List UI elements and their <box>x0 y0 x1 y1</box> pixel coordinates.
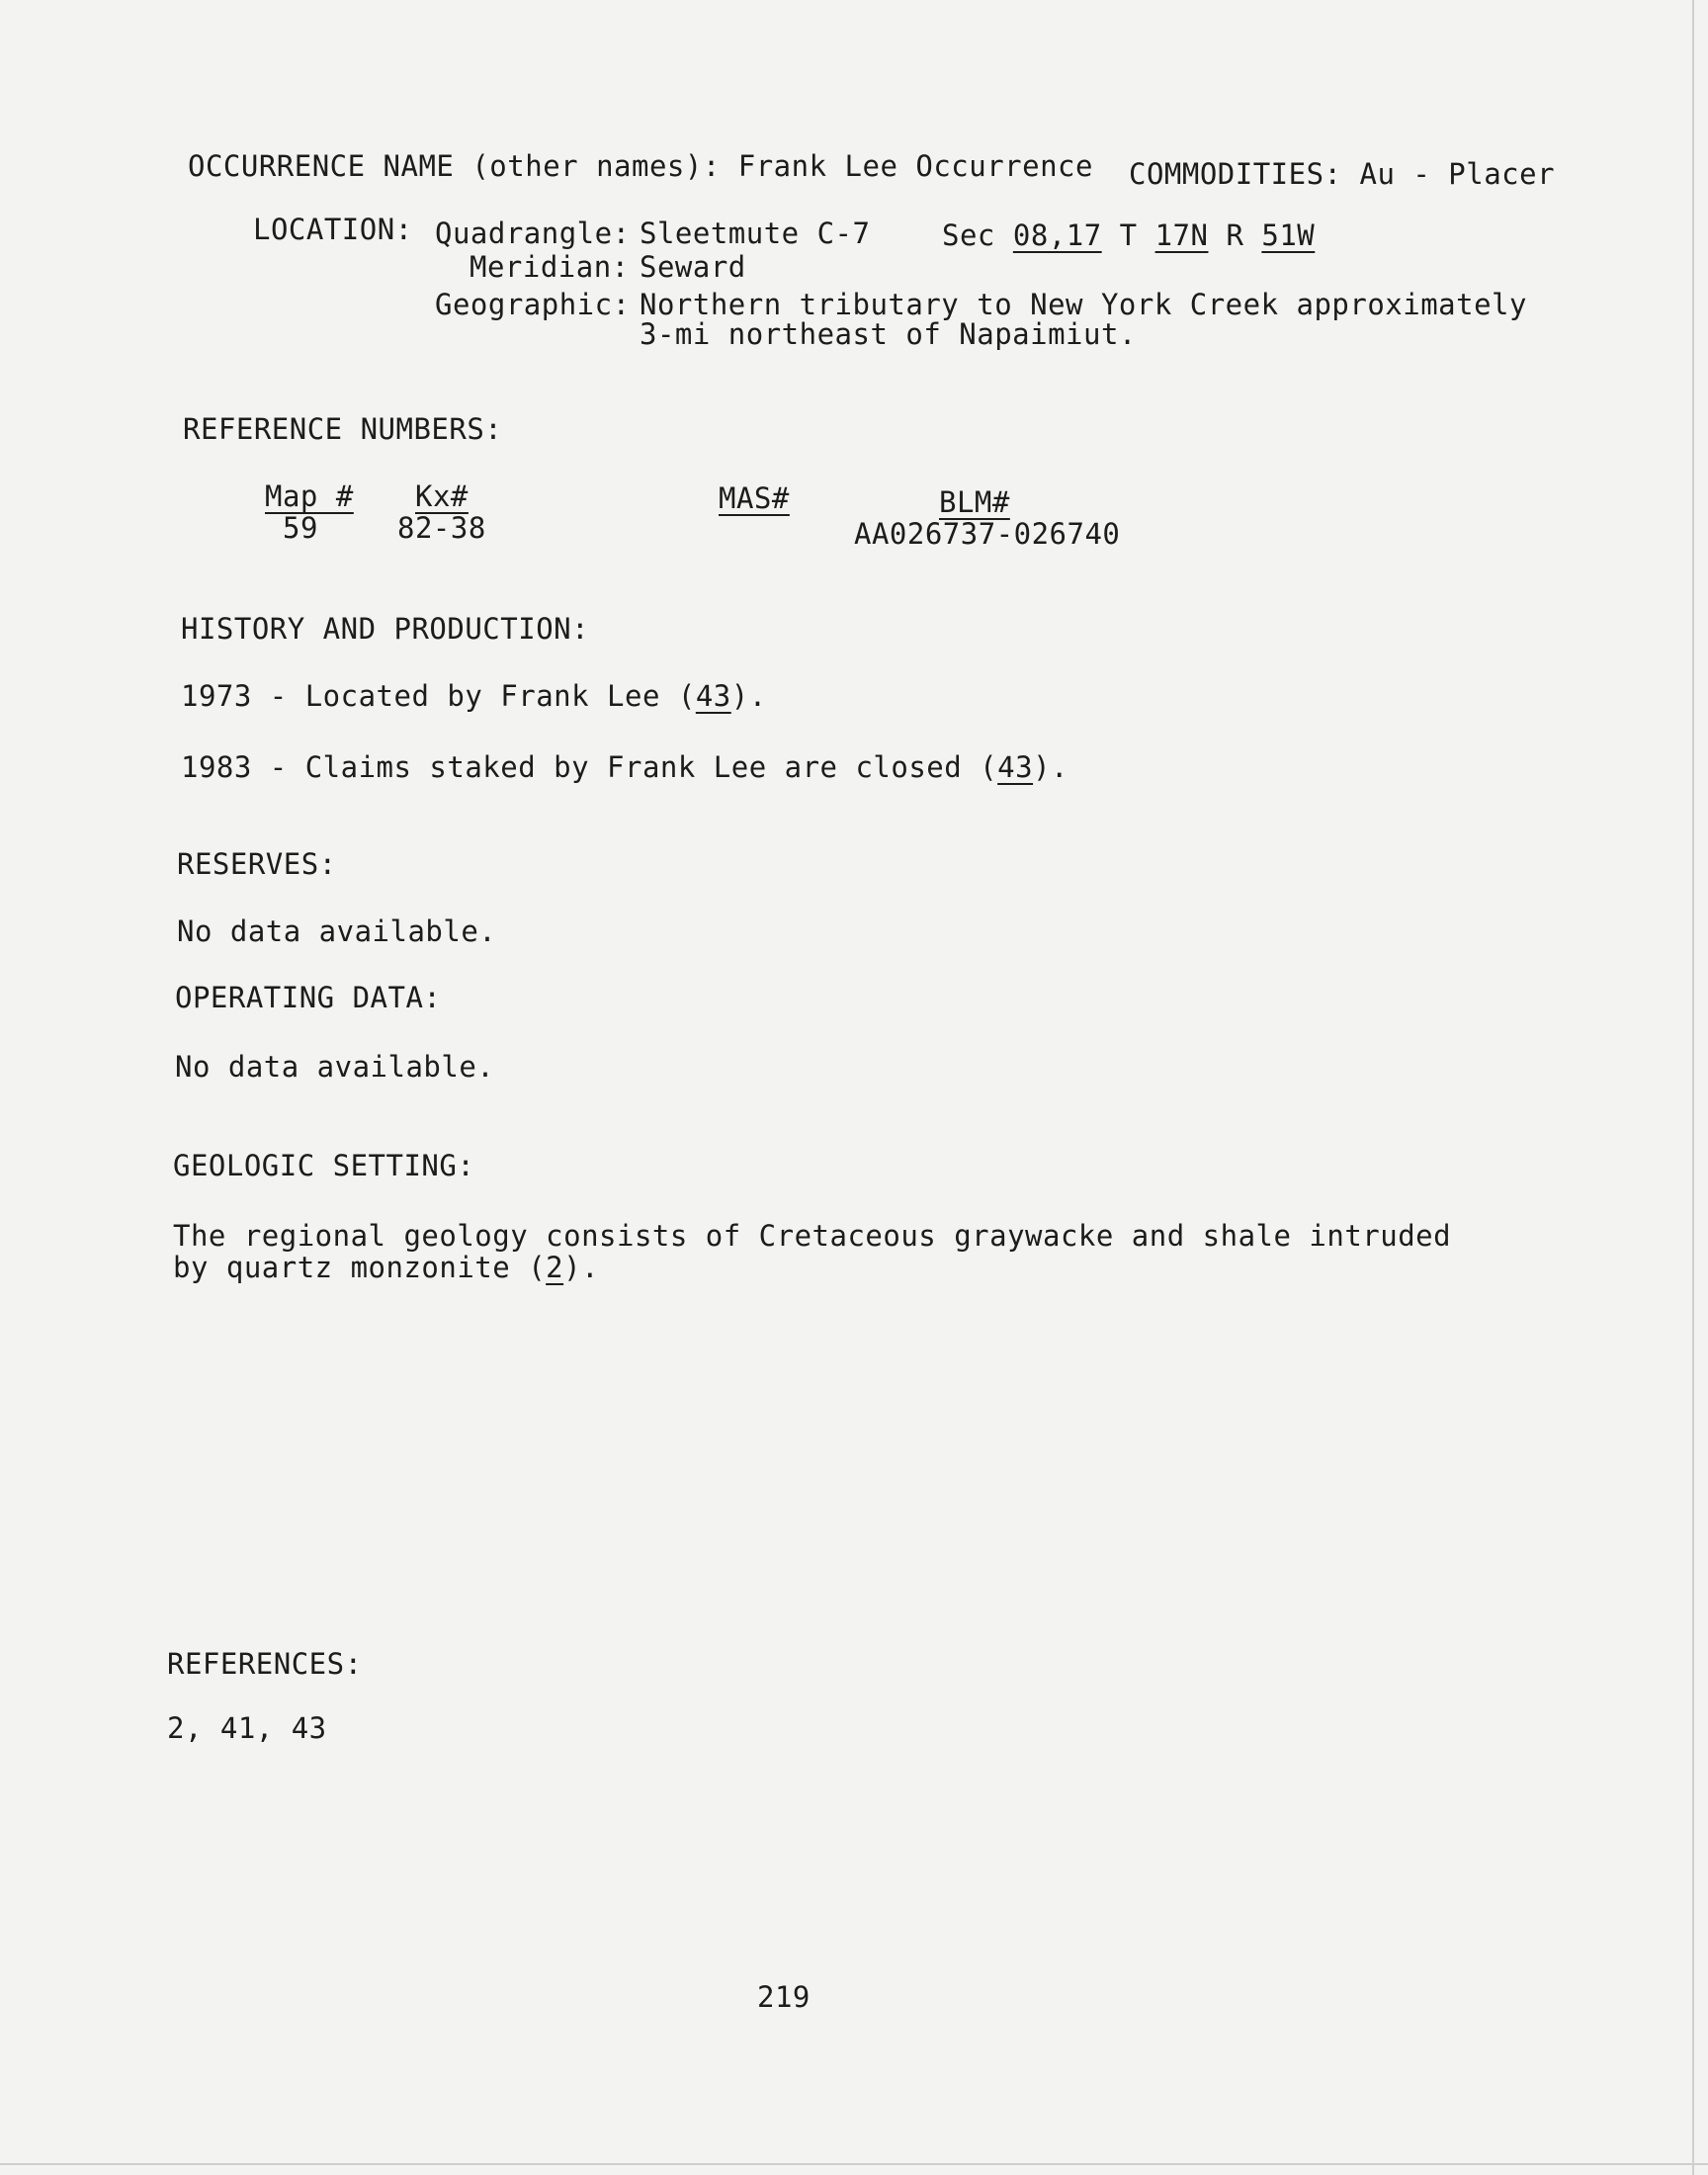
reserves-text: No data available. <box>177 914 497 948</box>
commodities-value: Au - Placer <box>1359 157 1556 191</box>
geologic-line-2-ref: 2 <box>546 1251 564 1284</box>
map-number-label: Map # <box>265 479 354 513</box>
meridian-value: Seward <box>640 250 746 284</box>
occurrence-label: OCCURRENCE NAME (other names): <box>188 149 721 183</box>
geologic-line-2 <box>173 1250 599 1285</box>
history-entry-1-text: 1973 - Located by Frank Lee ( <box>181 679 696 713</box>
history-entry-2-ref: 43 <box>997 750 1034 784</box>
occurrence-name: Frank Lee Occurrence <box>737 149 1093 183</box>
geologic-line-2-end: ). <box>563 1251 600 1284</box>
page-bottom-edge <box>0 2163 1708 2165</box>
range-value: 51W <box>1261 218 1316 252</box>
geologic-line-1: The regional geology consists of Cretaceous graywacke and shale intruded <box>173 1219 1452 1253</box>
operating-heading: OPERATING DATA: <box>175 981 442 1014</box>
meridian-label: Meridian: <box>470 250 630 284</box>
geographic-line-1: Northern tributary to New York Creek approximately <box>640 288 1527 321</box>
quadrangle-label: Quadrangle: <box>435 217 631 250</box>
page-edge <box>1692 0 1694 2175</box>
geologic-line-2-text: by quartz monzonite ( <box>173 1251 547 1284</box>
commodities-line <box>1129 156 1555 192</box>
range-label: R <box>1226 218 1244 252</box>
history-entry-2-text: 1983 - Claims staked by Frank Lee are closed ( <box>181 750 998 784</box>
sec-label: Sec <box>942 218 995 252</box>
sec-township-range <box>942 218 1315 253</box>
operating-text: No data available. <box>175 1050 495 1084</box>
reference-numbers-heading: REFERENCE NUMBERS: <box>183 412 503 446</box>
geographic-label: Geographic: <box>435 288 631 321</box>
township-label: T <box>1119 218 1138 252</box>
references-heading: REFERENCES: <box>167 1647 363 1681</box>
occurrence-line <box>188 148 1093 184</box>
kx-number-value: 82-38 <box>397 511 486 545</box>
page-number: 219 <box>757 1980 811 2014</box>
geographic-line-2: 3-mi northeast of Napaimiut. <box>640 317 1137 351</box>
blm-number-label: BLM# <box>939 485 1010 519</box>
geologic-heading: GEOLOGIC SETTING: <box>173 1149 475 1182</box>
history-entry-1-end: ). <box>730 679 767 713</box>
map-number-value: 59 <box>283 511 318 545</box>
quadrangle-value: Sleetmute C-7 <box>640 217 871 250</box>
sec-value: 08,17 <box>1012 218 1102 252</box>
kx-number-label: Kx# <box>415 479 469 513</box>
history-entry-1 <box>181 678 767 714</box>
blm-number-value: AA026737-026740 <box>854 517 1121 551</box>
township-value: 17N <box>1154 218 1209 252</box>
location-label: LOCATION: <box>253 213 413 246</box>
history-entry-1-ref: 43 <box>695 679 731 713</box>
history-entry-2-end: ). <box>1033 750 1068 784</box>
history-entry-2 <box>181 749 1068 785</box>
commodities-label: COMMODITIES: <box>1129 157 1342 191</box>
history-heading: HISTORY AND PRODUCTION: <box>181 612 590 646</box>
references-list: 2, 41, 43 <box>167 1711 327 1745</box>
mas-number-label: MAS# <box>719 481 790 515</box>
reserves-heading: RESERVES: <box>177 847 337 881</box>
